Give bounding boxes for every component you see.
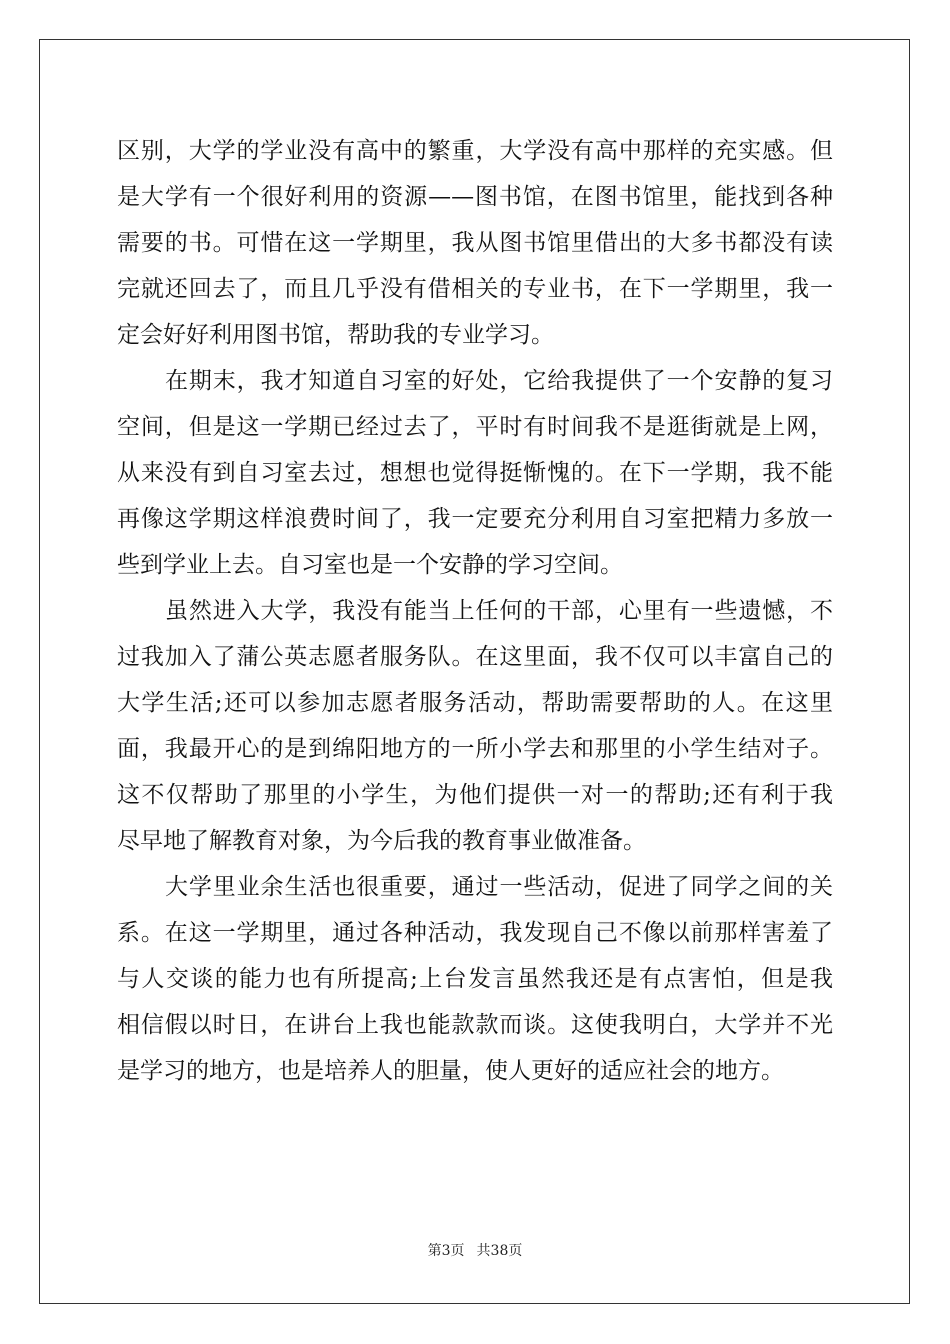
paragraph-4-line: 相信假以时日，在讲台上我也能款款而谈。这使我明白，大学并不光 [117,1012,833,1038]
paragraph-2-line: 从来没有到自习室去过，想想也觉得挺惭愧的。在下一学期，我不能 [117,460,833,486]
paragraph-2-line: 空间，但是这一学期已经过去了，平时有时间我不是逛街就是上网， [117,414,833,440]
page-number: 第3页 [427,1243,465,1259]
paragraph-1-line: 是大学有一个很好利用的资源——图书馆，在图书馆里，能找到各种 [117,184,833,210]
page-total: 共38页 [476,1243,523,1259]
paragraph-1-line: 需要的书。可惜在这一学期里，我从图书馆里借出的大多书都没有读 [117,230,833,256]
page-footer [0,1240,950,1260]
paragraph-1-line: 定会好好利用图书馆，帮助我的专业学习。 [117,322,554,348]
paragraph-1-line: 完就还回去了，而且几乎没有借相关的专业书，在下一学期里，我一 [117,276,833,302]
paragraph-4-line: 是学习的地方，也是培养人的胆量，使人更好的适应社会的地方。 [117,1058,784,1084]
paragraph-1-line: 区别，大学的学业没有高中的繁重，大学没有高中那样的充实感。但 [117,138,833,164]
paragraph-4-line: 系。在这一学期里，通过各种活动，我发现自己不像以前那样害羞了 [117,920,833,946]
paragraph-3-line: 面，我最开心的是到绵阳地方的一所小学去和那里的小学生结对子。 [117,736,833,762]
paragraph-3-line: 虽然进入大学，我没有能当上任何的干部，心里有一些遗憾，不 [165,598,833,624]
paragraph-2-line: 些到学业上去。自习室也是一个安静的学习空间。 [117,552,623,578]
paragraph-3-line: 大学生活;还可以参加志愿者服务活动，帮助需要帮助的人。在这里 [117,690,833,716]
paragraph-4-line: 与人交谈的能力也有所提高;上台发言虽然我还是有点害怕，但是我 [117,966,833,992]
paragraph-4-line: 大学里业余生活也很重要，通过一些活动，促进了同学之间的关 [165,874,833,900]
paragraph-3-line: 过我加入了蒲公英志愿者服务队。在这里面，我不仅可以丰富自己的 [117,644,833,670]
paragraph-2-line: 在期末，我才知道自习室的好处，它给我提供了一个安静的复习 [165,368,833,394]
paragraph-3-line: 尽早地了解教育对象，为今后我的教育事业做准备。 [117,828,646,854]
document-body [117,128,833,1094]
paragraph-2-line: 再像这学期这样浪费时间了，我一定要充分利用自习室把精力多放一 [117,506,833,532]
paragraph-3-line: 这不仅帮助了那里的小学生，为他们提供一对一的帮助;还有利于我 [117,782,833,808]
